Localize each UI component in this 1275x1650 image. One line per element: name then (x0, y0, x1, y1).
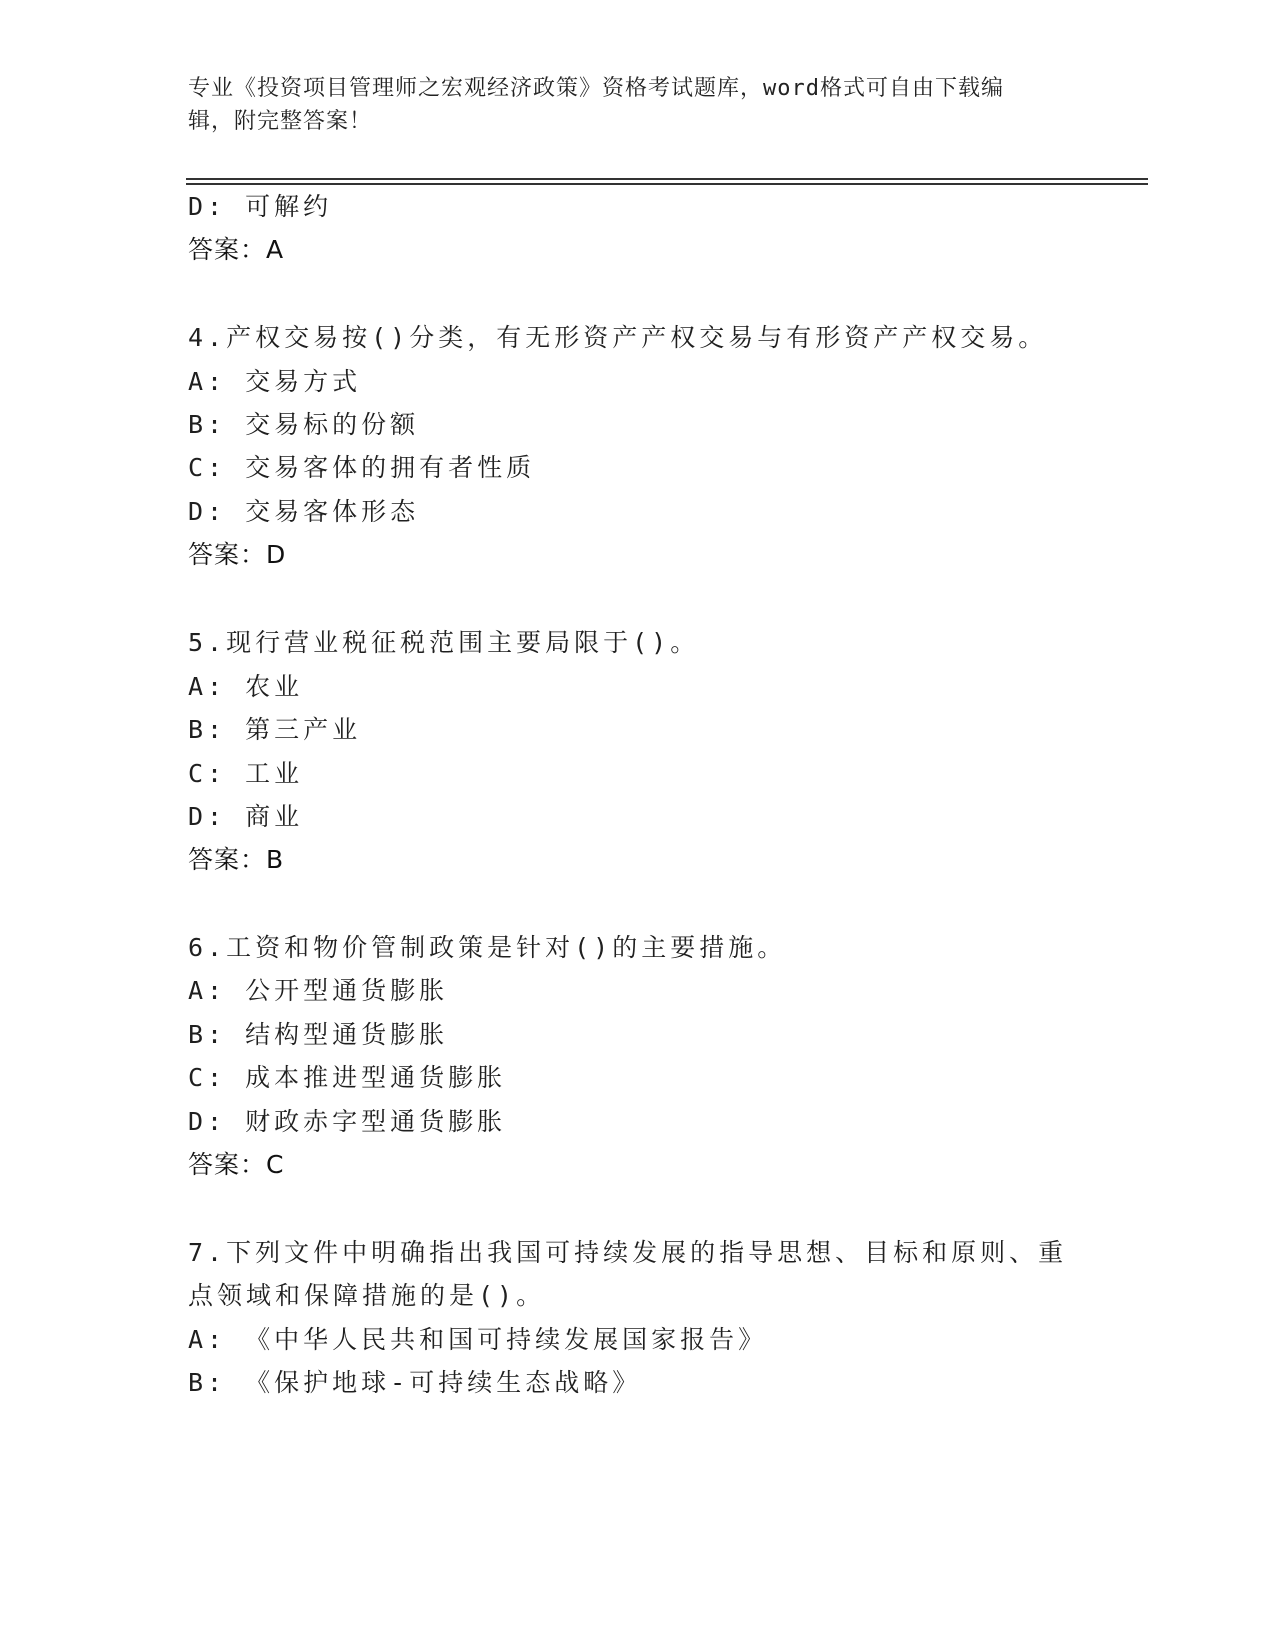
q4-option-d: D: 交易客体形态 (188, 497, 420, 526)
q4-stem: 4.产权交易按()分类，有无形资产产权交易与有形资产产权交易。 (188, 323, 1048, 352)
q5-option-b: B: 第三产业 (188, 715, 362, 744)
q7-option-a: A: 《中华人民共和国可持续发展国家报告》 (188, 1325, 768, 1354)
q7-stem-line-2: 点领域和保障措施的是()。 (188, 1281, 546, 1310)
q4-option-b: B: 交易标的份额 (188, 410, 420, 439)
header-divider-top (186, 178, 1148, 180)
q3-option-d: D: 可解约 (188, 192, 333, 221)
header-line-2: 辑，附完整答案！ (188, 109, 373, 134)
q6-option-c: C: 成本推进型通货膨胀 (188, 1063, 507, 1092)
header-line-1: 专业《投资项目管理师之宏观经济政策》资格考试题库，word格式可自由下载编 (188, 76, 1004, 101)
q6-option-d: D: 财政赤字型通货膨胀 (188, 1107, 507, 1136)
q6-option-a: A: 公开型通货膨胀 (188, 976, 449, 1005)
header-divider-bottom (186, 183, 1148, 185)
q4-option-c: C: 交易客体的拥有者性质 (188, 453, 536, 482)
q4-option-a: A: 交易方式 (188, 367, 362, 396)
q5-stem: 5.现行营业税征税范围主要局限于()。 (188, 628, 700, 657)
q5-option-c: C: 工业 (188, 759, 304, 788)
document-header (188, 72, 1088, 138)
q5-option-d: D: 商业 (188, 802, 304, 831)
q6-answer: 答案：C (188, 1150, 285, 1179)
q6-option-b: B: 结构型通货膨胀 (188, 1020, 449, 1049)
q4-answer: 答案：D (188, 540, 287, 569)
q6-stem: 6.工资和物价管制政策是针对()的主要措施。 (188, 933, 787, 962)
q3-answer: 答案：A (188, 235, 285, 264)
q7-option-b: B: 《保护地球-可持续生态战略》 (188, 1368, 642, 1397)
q7-stem-line-1: 7.下列文件中明确指出我国可持续发展的指导思想、目标和原则、重 (188, 1238, 1068, 1267)
q5-option-a: A: 农业 (188, 672, 304, 701)
q5-answer: 答案：B (188, 845, 285, 874)
